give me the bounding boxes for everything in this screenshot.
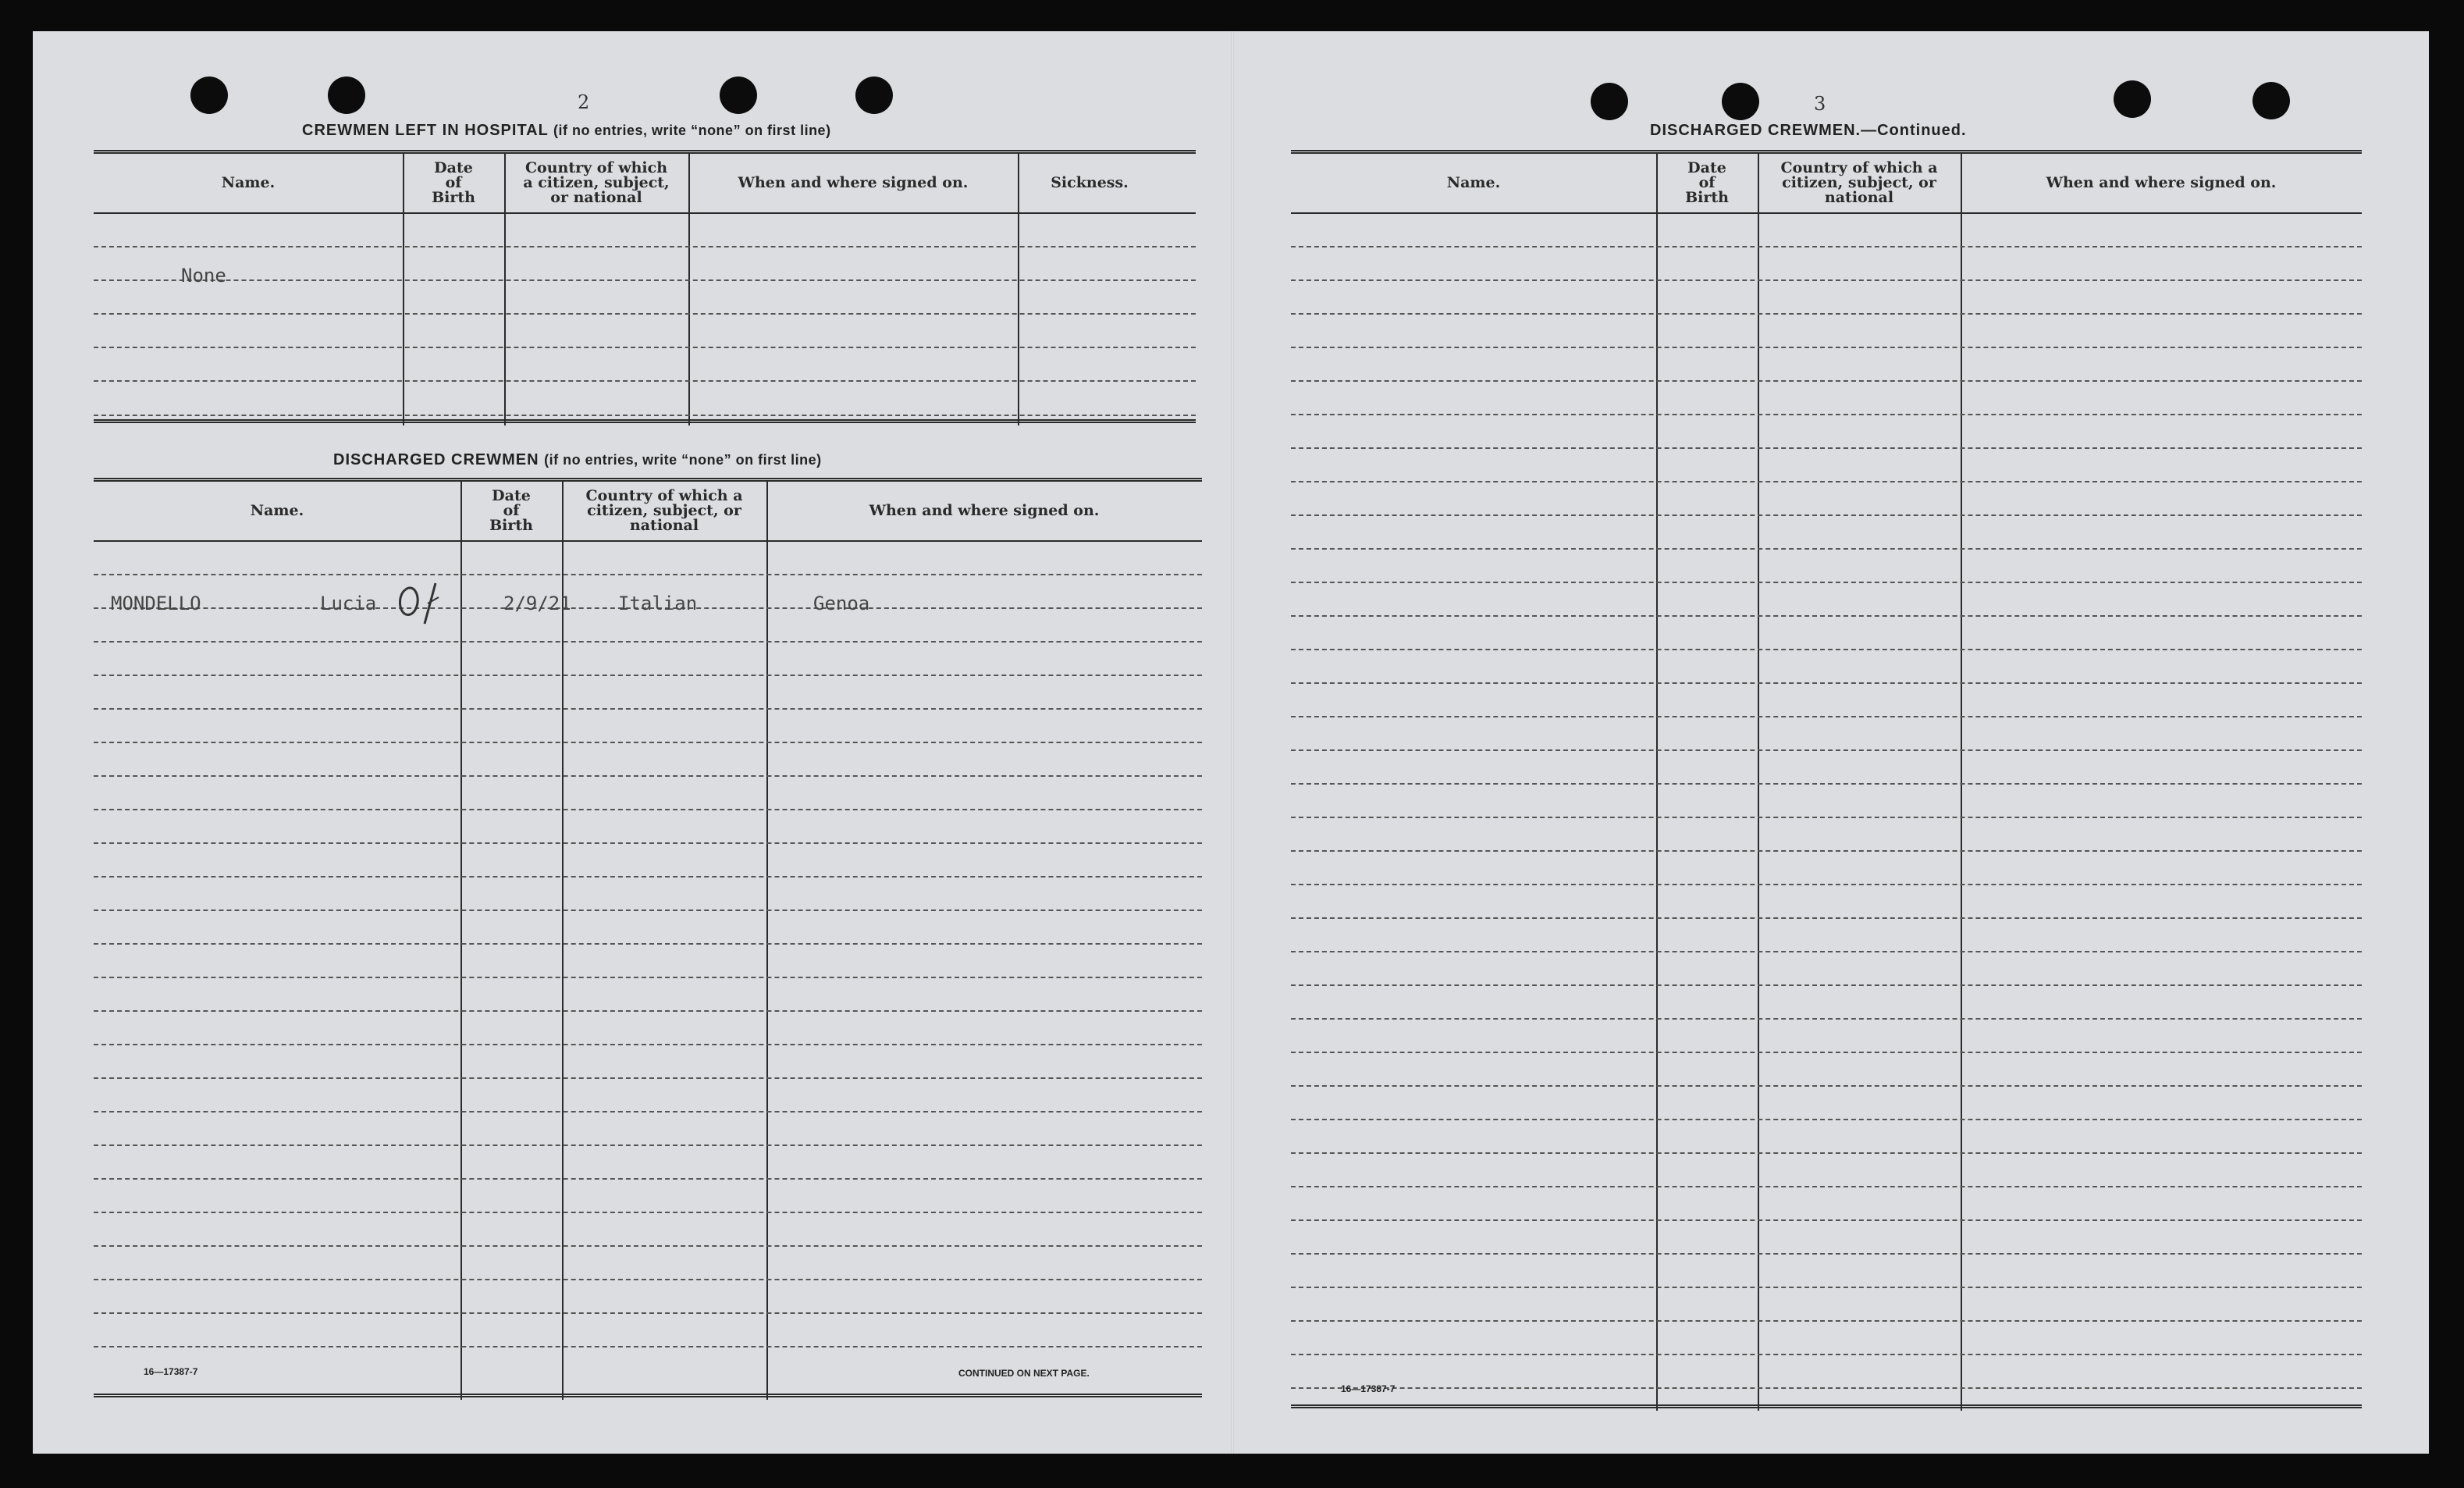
column-header-signed-on: When and where signed on. bbox=[869, 502, 1100, 519]
table-row bbox=[1291, 952, 2362, 986]
column-header-name: Name. bbox=[221, 174, 276, 191]
entry-country: Italian bbox=[618, 593, 698, 614]
handwritten-mark bbox=[395, 580, 450, 627]
form-number: 16—17387-7 bbox=[1341, 1383, 1396, 1394]
table-row bbox=[94, 676, 1202, 710]
entry-given-name: Lucia bbox=[320, 593, 377, 614]
document-sheet bbox=[33, 31, 2429, 1454]
page-number: 2 bbox=[578, 91, 590, 113]
hospital-table-header bbox=[94, 154, 1196, 214]
hospital-title-instruction: (if no entries, write “none” on first line) bbox=[553, 123, 831, 138]
punch-hole bbox=[328, 77, 365, 114]
table-row bbox=[94, 810, 1202, 844]
punch-hole bbox=[2114, 80, 2151, 118]
table-row bbox=[94, 1180, 1202, 1213]
table-row bbox=[94, 542, 1202, 575]
entry-signed-on: Genoa bbox=[813, 593, 870, 614]
column-header-date-of-birth: Date of Birth bbox=[489, 487, 533, 534]
punch-hole bbox=[720, 77, 757, 114]
table-row bbox=[1291, 1288, 2362, 1322]
table-row bbox=[94, 1247, 1202, 1280]
punch-hole bbox=[190, 77, 228, 114]
table-row bbox=[94, 1012, 1202, 1045]
table-row bbox=[94, 1146, 1202, 1180]
table-row bbox=[94, 1280, 1202, 1314]
form-number: 16—17387-7 bbox=[144, 1366, 198, 1377]
table-row bbox=[1291, 516, 2362, 550]
table-row bbox=[1291, 1255, 2362, 1288]
table-row bbox=[1291, 717, 2362, 751]
table-row bbox=[1291, 684, 2362, 717]
entry-date-of-birth: 2/9/21 bbox=[503, 593, 571, 614]
table-row bbox=[1291, 1221, 2362, 1255]
table-row bbox=[1291, 1154, 2362, 1187]
punch-hole bbox=[1591, 83, 1628, 120]
table-row bbox=[94, 710, 1202, 743]
table-row bbox=[94, 777, 1202, 810]
table-row bbox=[94, 945, 1202, 978]
table-row bbox=[1291, 852, 2362, 885]
table-row bbox=[94, 382, 1196, 416]
hospital-table bbox=[94, 150, 1196, 425]
table-row bbox=[94, 1045, 1202, 1079]
table-row bbox=[94, 281, 1196, 315]
continued-section-title: DISCHARGED CREWMEN.—Continued. bbox=[1650, 122, 1967, 139]
table-row bbox=[1291, 1355, 2362, 1389]
table-row bbox=[1291, 415, 2362, 449]
table-row bbox=[94, 315, 1196, 348]
table-row bbox=[1291, 986, 2362, 1020]
table-row bbox=[1291, 785, 2362, 818]
table-row bbox=[94, 743, 1202, 777]
page-number: 3 bbox=[1814, 93, 1826, 115]
table-row bbox=[1291, 214, 2362, 247]
table-row bbox=[1291, 315, 2362, 348]
column-header-country: Country of which a citizen, subject, or national bbox=[523, 159, 670, 206]
table-row bbox=[1291, 919, 2362, 952]
column-header-sickness: Sickness. bbox=[1051, 174, 1129, 191]
table-row bbox=[94, 844, 1202, 877]
punch-hole bbox=[1722, 83, 1759, 120]
table-row bbox=[94, 1112, 1202, 1146]
hospital-section-title bbox=[302, 122, 831, 140]
continued-table-header bbox=[1291, 154, 2362, 214]
discharged-section-title bbox=[333, 451, 822, 469]
column-header-date-of-birth: Date of Birth bbox=[1685, 159, 1729, 206]
table-row bbox=[1291, 482, 2362, 516]
table-row bbox=[1291, 617, 2362, 650]
continued-table-rows bbox=[1291, 214, 2362, 1389]
table-row bbox=[94, 877, 1202, 911]
hospital-title-text: CREWMEN LEFT IN HOSPITAL bbox=[302, 122, 549, 139]
table-row bbox=[1291, 1087, 2362, 1120]
punch-hole bbox=[2252, 82, 2290, 119]
table-row bbox=[1291, 382, 2362, 415]
table-row bbox=[1291, 1053, 2362, 1087]
table-row bbox=[94, 247, 1196, 281]
table-row bbox=[1291, 583, 2362, 617]
continued-table-bottom-rule bbox=[1291, 1404, 2362, 1408]
table-row bbox=[1291, 885, 2362, 919]
discharged-continued-table bbox=[1291, 150, 2362, 1411]
table-row bbox=[1291, 1187, 2362, 1221]
table-row bbox=[94, 643, 1202, 676]
hospital-table-rows bbox=[94, 214, 1196, 416]
table-row bbox=[1291, 650, 2362, 684]
column-header-country: Country of which a citizen, subject, or national bbox=[585, 487, 743, 534]
table-row bbox=[1291, 281, 2362, 315]
discharged-table-rows bbox=[94, 542, 1202, 1347]
column-header-signed-on: When and where signed on. bbox=[738, 174, 969, 191]
punch-hole bbox=[855, 77, 893, 114]
column-header-signed-on: When and where signed on. bbox=[2046, 174, 2277, 191]
entry-surname: MONDELLO bbox=[111, 593, 201, 614]
table-row bbox=[1291, 449, 2362, 482]
discharged-table-bottom-rule bbox=[94, 1394, 1202, 1397]
discharged-table-header bbox=[94, 482, 1202, 542]
table-row bbox=[1291, 1322, 2362, 1355]
table-row bbox=[1291, 550, 2362, 583]
table-row bbox=[94, 1314, 1202, 1347]
table-row bbox=[1291, 1120, 2362, 1154]
table-row bbox=[94, 348, 1196, 382]
column-header-date-of-birth: Date of Birth bbox=[432, 159, 475, 206]
continued-note: CONTINUED ON NEXT PAGE. bbox=[958, 1368, 1090, 1379]
discharged-table bbox=[94, 478, 1202, 1400]
table-row bbox=[94, 214, 1196, 247]
table-row bbox=[94, 1213, 1202, 1247]
page-fold bbox=[1231, 31, 1234, 1454]
table-row bbox=[1291, 348, 2362, 382]
discharged-title-text: DISCHARGED CREWMEN bbox=[333, 451, 539, 468]
column-header-country: Country of which a citizen, subject, or national bbox=[1780, 159, 1938, 206]
table-row bbox=[1291, 247, 2362, 281]
hospital-table-bottom-rule bbox=[94, 419, 1196, 423]
hospital-entry-name: None bbox=[181, 265, 226, 287]
column-header-name: Name. bbox=[250, 502, 304, 519]
table-row bbox=[1291, 751, 2362, 785]
table-row bbox=[94, 911, 1202, 945]
column-header-name: Name. bbox=[1446, 174, 1501, 191]
table-row bbox=[1291, 818, 2362, 852]
discharged-title-instruction: (if no entries, write “none” on first line) bbox=[544, 452, 822, 468]
table-row bbox=[94, 1079, 1202, 1112]
table-row bbox=[94, 978, 1202, 1012]
table-row bbox=[1291, 1020, 2362, 1053]
